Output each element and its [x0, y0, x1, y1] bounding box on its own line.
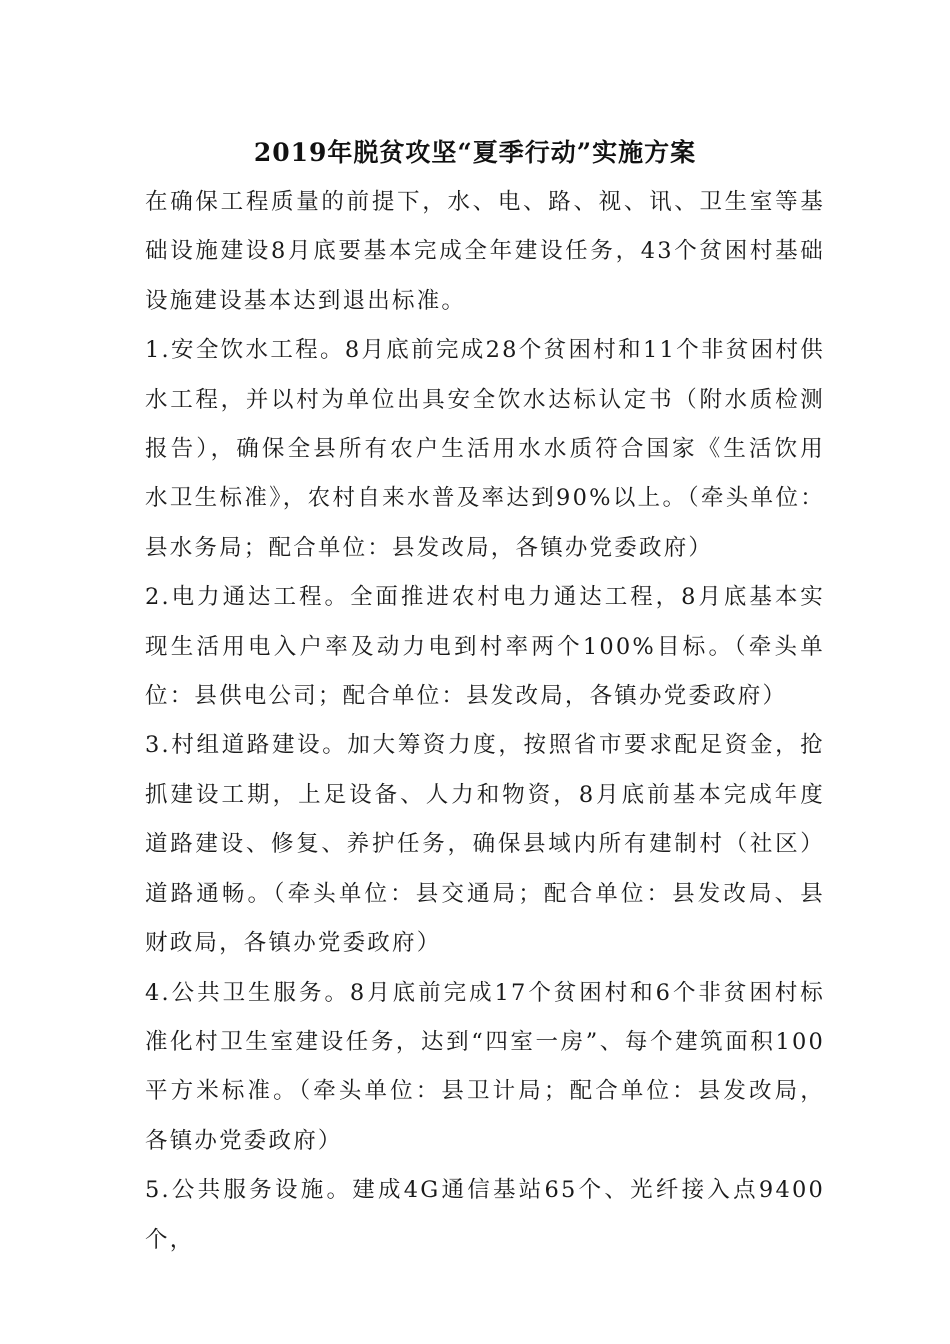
paragraph-road-construction: 3.村组道路建设。加大筹资力度，按照省市要求配足资金，抢抓建设工期，上足设备、人力和物资，8月底前基本完成年度道路建设、修复、养护任务，确保县域内所有建制村（社区）道路通畅。（牵头单位：县交通局；配合单位：县发改局、县财政局，各镇办党委政府）: [145, 732, 825, 957]
paragraph-public-facilities: 5.公共服务设施。建成4G通信基站65个、光纤接入点9400个，: [145, 1177, 825, 1253]
paragraph-power-project: 2.电力通达工程。全面推进农村电力通达工程，8月底基本实现生活用电入户率及动力电到村率两个100%目标。（牵头单位：县供电公司；配合单位：县发改局，各镇办党委政府）: [145, 584, 825, 710]
document-body: [145, 178, 825, 1265]
intro-paragraph: 在确保工程质量的前提下，水、电、路、视、讯、卫生室等基础设施建设8月底要基本完成全年建设任务，43个贫困村基础设施建设基本达到退出标准。: [145, 189, 825, 314]
paragraph-water-project: 1.安全饮水工程。8月底前完成28个贫困村和11个非贫困村供水工程，并以村为单位出具安全饮水达标认定书（附水质检测报告），确保全县所有农户生活用水水质符合国家《生活饮用水卫生标准》，农村自来水普及率达到90%以上。（牵头单位：县水务局；配合单位：县发改局，各镇办党委政府）: [145, 337, 825, 561]
paragraph-public-health: 4.公共卫生服务。8月底前完成17个贫困村和6个非贫困村标准化村卫生室建设任务，达到“四室一房”、每个建筑面积100平方米标准。（牵头单位：县卫计局；配合单位：县发改局，各镇办党委政府）: [145, 979, 825, 1154]
document-title: 2019年脱贫攻坚“夏季行动”实施方案: [253, 138, 697, 167]
